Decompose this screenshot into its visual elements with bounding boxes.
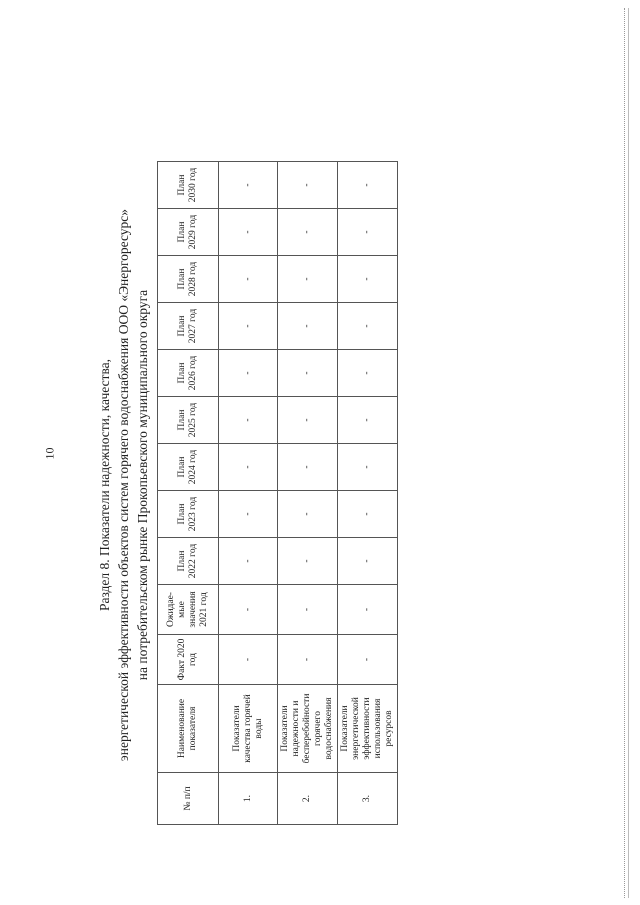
table-cell: -	[338, 209, 398, 256]
table-cell: -	[278, 585, 338, 635]
table-cell: -	[219, 350, 278, 397]
indicator-name: Показатели качества горячей воды	[219, 685, 278, 773]
table-cell: -	[338, 444, 398, 491]
table-cell: -	[278, 538, 338, 585]
table-cell: -	[338, 350, 398, 397]
table-cell: -	[338, 635, 398, 685]
table-row	[219, 162, 278, 825]
table-cell: -	[278, 444, 338, 491]
header-cell: План 2022 год	[158, 538, 219, 585]
table-cell: -	[338, 397, 398, 444]
table-cell: -	[338, 303, 398, 350]
table-cell: -	[278, 635, 338, 685]
table-cell: -	[278, 162, 338, 209]
indicator-name: Показатели энергетической эффективности использования ресурсов	[338, 685, 398, 773]
table-cell: -	[278, 256, 338, 303]
table-cell: -	[219, 538, 278, 585]
table-cell: -	[278, 491, 338, 538]
table-cell: -	[219, 209, 278, 256]
table-cell: -	[338, 162, 398, 209]
table-cell: -	[338, 585, 398, 635]
header-cell: План 2026 год	[158, 350, 219, 397]
table-row	[338, 162, 398, 825]
table-header-row	[158, 162, 219, 825]
table-cell: -	[338, 256, 398, 303]
table-cell: -	[278, 209, 338, 256]
header-cell: План 2029 год	[158, 209, 219, 256]
row-number: 3.	[338, 773, 398, 825]
header-cell: План 2024 год	[158, 444, 219, 491]
table-cell: -	[219, 585, 278, 635]
table-cell: -	[278, 303, 338, 350]
header-cell: План 2025 год	[158, 397, 219, 444]
indicator-name: Показатели надежности и бесперебойности горячего водоснабжения	[278, 685, 338, 773]
header-cell: Ожидае-мые значения 2021 год	[158, 585, 219, 635]
section-title	[95, 135, 153, 835]
title-line: Раздел 8. Показатели надежности, качества,	[97, 358, 112, 612]
scan-edge-line	[624, 8, 626, 898]
table-cell: -	[219, 444, 278, 491]
header-cell: План 2030 год	[158, 162, 219, 209]
table-cell: -	[338, 491, 398, 538]
header-cell: Наименование показателя	[158, 685, 219, 773]
title-line: на потребительском рынке Прокопьевского муниципального округа	[135, 289, 150, 681]
header-cell: План 2023 год	[158, 491, 219, 538]
header-cell: План 2027 год	[158, 303, 219, 350]
table-cell: -	[219, 256, 278, 303]
scan-edge-line	[628, 8, 630, 898]
title-line: энергетической эффективности объектов систем горячего водоснабжения ООО «Энергоресурс»	[116, 208, 131, 762]
table-row	[278, 162, 338, 825]
indicators-table	[157, 161, 398, 825]
header-cell: № п/п	[158, 773, 219, 825]
table-cell: -	[219, 635, 278, 685]
table-cell: -	[338, 538, 398, 585]
table-cell: -	[219, 303, 278, 350]
header-cell: Факт 2020 год	[158, 635, 219, 685]
table-cell: -	[219, 162, 278, 209]
page-number: 10	[42, 447, 57, 460]
header-cell: План 2028 год	[158, 256, 219, 303]
rotated-content	[95, 135, 411, 835]
table-cell: -	[219, 397, 278, 444]
table-cell: -	[278, 350, 338, 397]
table-cell: -	[278, 397, 338, 444]
row-number: 1.	[219, 773, 278, 825]
table-cell: -	[219, 491, 278, 538]
row-number: 2.	[278, 773, 338, 825]
